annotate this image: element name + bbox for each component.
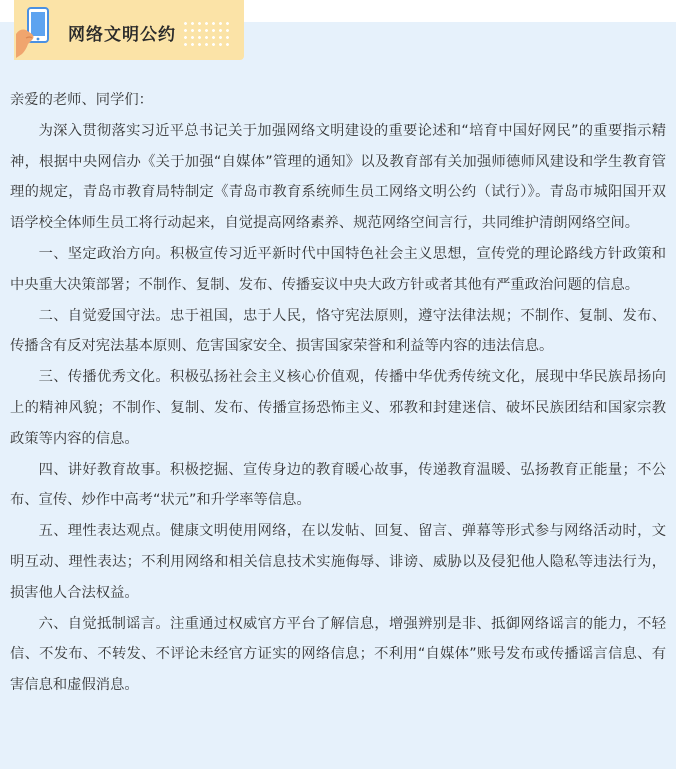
section-title: 网络文明公约 [68, 25, 176, 45]
article-item-5: 五、理性表达观点。健康文明使用网络，在以发帖、回复、留言、弹幕等形式参与网络活动时，文明互动、理性表达；不利用网络和相关信息技术实施侮辱、诽谤、威胁以及侵犯他人隐私等违法行为，损害他人合法权益。 [10, 523, 666, 601]
greeting: 亲爱的老师、同学们： [10, 92, 153, 108]
article-body [10, 85, 666, 701]
intro-paragraph: 为深入贯彻落实习近平总书记关于加强网络文明建设的重要论述和“培育中国好网民”的重要指示精神，根据中央网信办《关于加强“自媒体”管理的通知》以及教育部有关加强师德师风建设和学生教育管理的规定，青岛市教育局特制定《青岛市教育系统师生员工网络文明公约（试行）》。青岛市城阳国开双语学校全体师生员工将行动起来，自觉提高网络素养、规范网络空间言行，共同维护清朗网络空间。 [10, 122, 666, 232]
article-item-4: 四、讲好教育故事。积极挖掘、宣传身边的教育暖心故事，传递教育温暖、弘扬教育正能量；不公布、宣传、炒作中高考“状元”和升学率等信息。 [10, 461, 666, 509]
hand-holding-phone-icon [14, 4, 58, 60]
decorative-dot-pattern [182, 20, 230, 50]
article-item-6: 六、自觉抵制谣言。注重通过权威官方平台了解信息，增强辨别是非、抵御网络谣言的能力，不轻信、不发布、不转发、不评论未经官方证实的网络信息；不利用“自媒体”账号发布或传播谣言信息、有害信息和虚假消息。 [10, 615, 666, 694]
article-item-1: 一、坚定政治方向。积极宣传习近平新时代中国特色社会主义思想，宣传党的理论路线方针政策和中央重大决策部署；不制作、复制、发布、传播妄议中央大政方针或者其他有严重政治问题的信息。 [10, 245, 666, 293]
section-header-tab [14, 0, 244, 60]
article-item-2: 二、自觉爱国守法。忠于祖国，忠于人民，恪守宪法原则，遵守法律法规；不制作、复制、发布、传播含有反对宪法基本原则、危害国家安全、损害国家荣誉和利益等内容的违法信息。 [10, 307, 666, 355]
article-item-3: 三、传播优秀文化。积极弘扬社会主义核心价值观，传播中华优秀传统文化，展现中华民族昂扬向上的精神风貌；不制作、复制、发布、传播宣扬恐怖主义、邪教和封建迷信、破坏民族团结和国家宗教政策等内容的信息。 [10, 369, 666, 447]
